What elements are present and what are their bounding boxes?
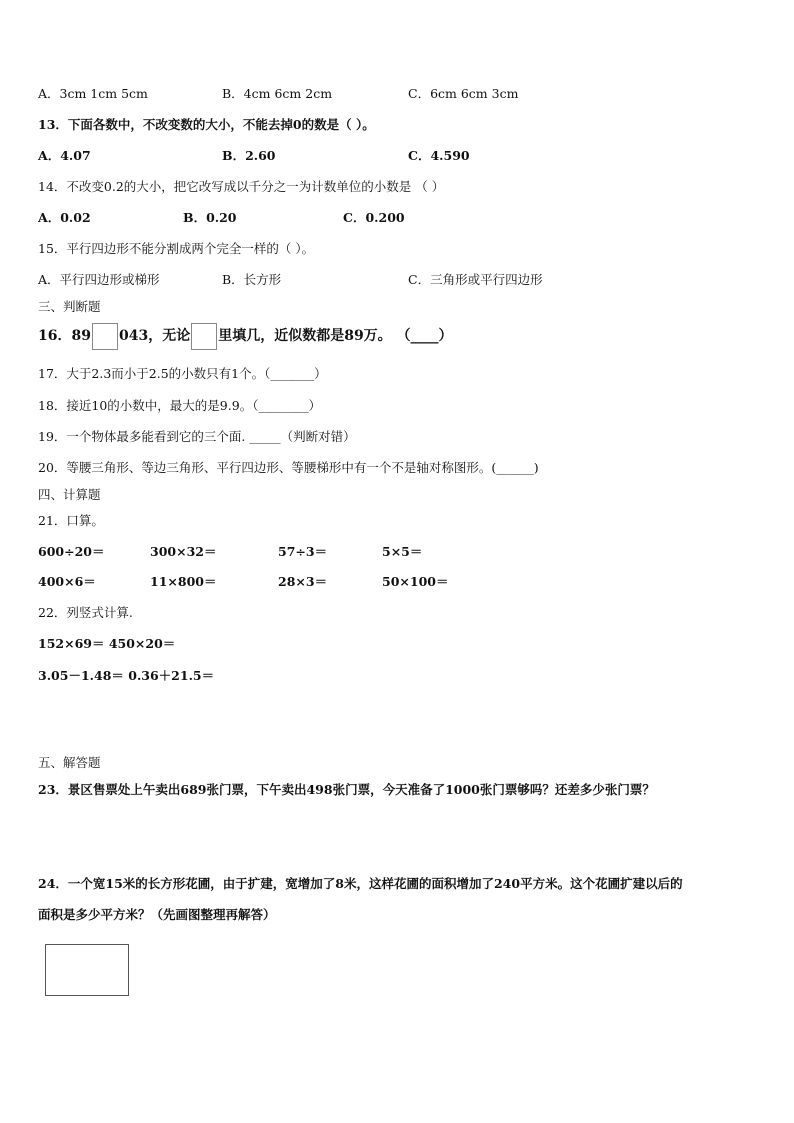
q14-stem: 14．不改变0.2的大小，把它改写成以千分之一为计数单位的小数是 （ ） bbox=[38, 179, 445, 194]
q21-r2-c4: 50×100＝ bbox=[382, 574, 449, 589]
q13-stem: 13．下面各数中，不改变数的大小，不能去掉0的数是（ ）。 bbox=[38, 117, 375, 132]
q16-part1: 16．89 bbox=[38, 328, 91, 344]
q24-line-2: 面积是多少平方米？（先画图整理再解答） bbox=[38, 907, 276, 922]
q21-r1-c2: 300×32＝ bbox=[150, 544, 217, 559]
q14-option-b: B．0.20 bbox=[183, 210, 237, 225]
q15-stem: 15．平行四边形不能分割成两个完全一样的（ ）。 bbox=[38, 241, 315, 256]
q13-option-a: A．4.07 bbox=[38, 148, 91, 163]
q23: 23．景区售票处上午卖出689张门票，下午卖出498张门票，今天准备了1000张门票够吗？还差多少张门票？ bbox=[38, 782, 655, 797]
q19: 19．一个物体最多能看到它的三个面. _____（判断对错） bbox=[38, 429, 356, 444]
q16-part2: 043，无论 bbox=[118, 328, 191, 344]
q21-r1-c3: 57÷3＝ bbox=[278, 544, 328, 559]
section-heading-judgment: 三、判断题 bbox=[38, 299, 101, 314]
q13-option-b: B．2.60 bbox=[222, 148, 276, 163]
q21-r1-c4: 5×5＝ bbox=[382, 544, 423, 559]
q18: 18．接近10的小数中，最大的是9.9。（________） bbox=[38, 398, 321, 413]
q15-option-c: C．三角形或平行四边形 bbox=[408, 272, 543, 287]
q17: 17．大于2.3而小于2.5的小数只有1个。（_______） bbox=[38, 366, 327, 381]
q15-option-a: A．平行四边形或梯形 bbox=[38, 272, 160, 287]
q22-stem: 22．列竖式计算. bbox=[38, 605, 133, 620]
q12-option-c: C．6cm 6cm 3cm bbox=[408, 86, 519, 101]
q24-line-1: 24．一个宽15米的长方形花圃，由于扩建，宽增加了8米，这样花圃的面积增加了240平方米。这个花圃扩建以后的 bbox=[38, 876, 683, 891]
q24-drawing-box[interactable] bbox=[45, 944, 129, 996]
q12-option-a: A．3cm 1cm 5cm bbox=[38, 86, 148, 101]
q21-r2-c3: 28×3＝ bbox=[278, 574, 328, 589]
section-heading-calculation: 四、计算题 bbox=[38, 487, 101, 502]
q22-row-2: 3.05－1.48＝ 0.36＋21.5＝ bbox=[38, 668, 215, 683]
q12-option-b: B．4cm 6cm 2cm bbox=[222, 86, 333, 101]
q14-option-c: C．0.200 bbox=[343, 210, 405, 225]
q16-blank-box-2[interactable] bbox=[191, 323, 217, 350]
q22-row-1: 152×69＝ 450×20＝ bbox=[38, 636, 176, 651]
q16-part3: 里填几，近似数都是89万。 （____） bbox=[218, 328, 453, 344]
q16 bbox=[38, 322, 453, 350]
q14-option-a: A．0.02 bbox=[38, 210, 91, 225]
q21-r2-c2: 11×800＝ bbox=[150, 574, 217, 589]
q21-stem: 21．口算。 bbox=[38, 513, 104, 528]
q21-r1-c1: 600÷20＝ bbox=[38, 544, 105, 559]
q13-option-c: C．4.590 bbox=[408, 148, 470, 163]
q21-r2-c1: 400×6＝ bbox=[38, 574, 96, 589]
section-heading-word-problems: 五、解答题 bbox=[38, 755, 101, 770]
q20: 20．等腰三角形、等边三角形、平行四边形、等腰梯形中有一个不是轴对称图形。(______) bbox=[38, 460, 539, 475]
q15-option-b: B．长方形 bbox=[222, 272, 282, 287]
q16-blank-box-1[interactable] bbox=[92, 323, 118, 350]
